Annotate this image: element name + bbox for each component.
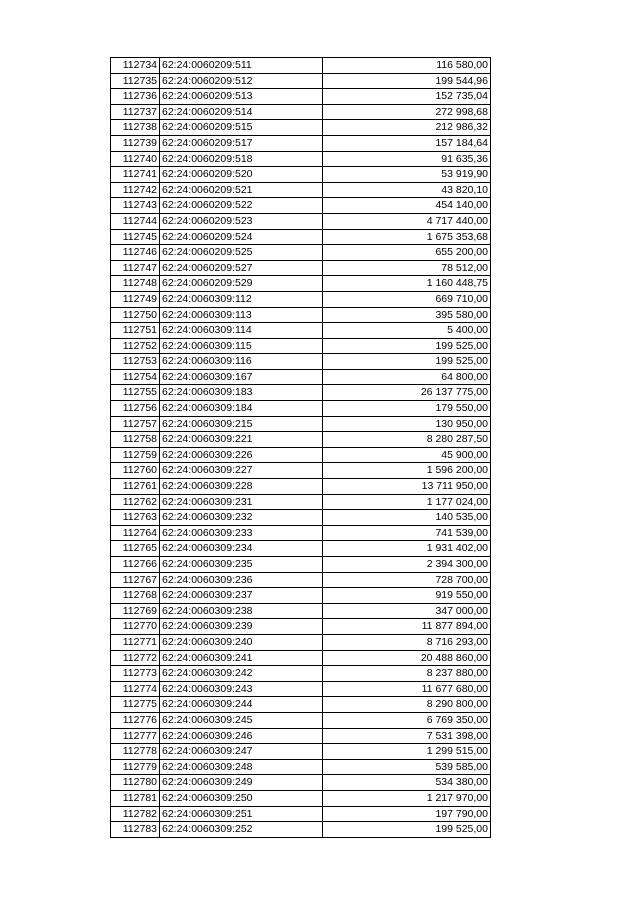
cadastral-number-cell: 62:24:0060309:114	[160, 323, 323, 339]
row-number-cell: 112745	[111, 229, 160, 245]
cadastral-value-cell: 64 800,00	[323, 369, 491, 385]
cadastral-number-cell: 62:24:0060309:244	[160, 697, 323, 713]
cadastral-number-cell: 62:24:0060209:512	[160, 73, 323, 89]
table-row	[111, 276, 491, 292]
cadastral-value-cell: 1 931 402,00	[323, 541, 491, 557]
cadastral-number-cell: 62:24:0060309:241	[160, 650, 323, 666]
row-number-cell: 112760	[111, 463, 160, 479]
table-row	[111, 182, 491, 198]
table-row	[111, 588, 491, 604]
cadastral-number-cell: 62:24:0060309:115	[160, 338, 323, 354]
cadastral-number-cell: 62:24:0060309:221	[160, 432, 323, 448]
cadastral-value-cell: 53 919,90	[323, 167, 491, 183]
cadastral-value-cell: 13 711 950,00	[323, 479, 491, 495]
row-number-cell: 112773	[111, 666, 160, 682]
row-number-cell: 112736	[111, 89, 160, 105]
row-number-cell: 112744	[111, 213, 160, 229]
cadastral-number-cell: 62:24:0060309:112	[160, 291, 323, 307]
table-row	[111, 401, 491, 417]
row-number-cell: 112769	[111, 603, 160, 619]
cadastral-number-cell: 62:24:0060309:250	[160, 790, 323, 806]
table-row	[111, 634, 491, 650]
table-row	[111, 681, 491, 697]
row-number-cell: 112763	[111, 510, 160, 526]
row-number-cell: 112766	[111, 557, 160, 573]
cadastral-value-cell: 20 488 860,00	[323, 650, 491, 666]
cadastral-value-cell: 116 580,00	[323, 58, 491, 74]
cadastral-number-cell: 62:24:0060209:521	[160, 182, 323, 198]
cadastral-value-cell: 199 525,00	[323, 338, 491, 354]
row-number-cell: 112756	[111, 401, 160, 417]
row-number-cell: 112748	[111, 276, 160, 292]
cadastral-value-cell: 8 290 800,00	[323, 697, 491, 713]
row-number-cell: 112774	[111, 681, 160, 697]
cadastral-number-cell: 62:24:0060209:522	[160, 198, 323, 214]
cadastral-number-cell: 62:24:0060309:226	[160, 447, 323, 463]
table-row	[111, 385, 491, 401]
cadastral-value-cell: 1 217 970,00	[323, 790, 491, 806]
table-row	[111, 541, 491, 557]
row-number-cell: 112741	[111, 167, 160, 183]
table-row	[111, 728, 491, 744]
row-number-cell: 112783	[111, 822, 160, 838]
cadastral-number-cell: 62:24:0060309:240	[160, 634, 323, 650]
cadastral-value-cell: 78 512,00	[323, 260, 491, 276]
cadastral-number-cell: 62:24:0060309:249	[160, 775, 323, 791]
cadastral-value-cell: 157 184,64	[323, 135, 491, 151]
table-row	[111, 104, 491, 120]
table-row	[111, 89, 491, 105]
cadastral-value-cell: 2 394 300,00	[323, 557, 491, 573]
cadastral-value-cell: 1 160 448,75	[323, 276, 491, 292]
table-row	[111, 759, 491, 775]
cadastral-number-cell: 62:24:0060209:525	[160, 245, 323, 261]
table-row	[111, 479, 491, 495]
table-row	[111, 650, 491, 666]
table-row	[111, 260, 491, 276]
table-row	[111, 229, 491, 245]
row-number-cell: 112781	[111, 790, 160, 806]
row-number-cell: 112738	[111, 120, 160, 136]
row-number-cell: 112752	[111, 338, 160, 354]
row-number-cell: 112757	[111, 416, 160, 432]
table-row	[111, 697, 491, 713]
row-number-cell: 112734	[111, 58, 160, 74]
table-body	[111, 58, 491, 838]
cadastral-number-cell: 62:24:0060309:233	[160, 525, 323, 541]
cadastral-value-cell: 454 140,00	[323, 198, 491, 214]
row-number-cell: 112780	[111, 775, 160, 791]
cadastral-number-cell: 62:24:0060209:523	[160, 213, 323, 229]
cadastral-value-cell: 152 735,04	[323, 89, 491, 105]
table-row	[111, 603, 491, 619]
row-number-cell: 112770	[111, 619, 160, 635]
cadastral-number-cell: 62:24:0060309:116	[160, 354, 323, 370]
table-row	[111, 58, 491, 74]
cadastral-number-cell: 62:24:0060309:184	[160, 401, 323, 417]
row-number-cell: 112778	[111, 744, 160, 760]
cadastral-value-cell: 919 550,00	[323, 588, 491, 604]
row-number-cell: 112743	[111, 198, 160, 214]
cadastral-value-cell: 8 237 880,00	[323, 666, 491, 682]
cadastral-number-cell: 62:24:0060209:529	[160, 276, 323, 292]
row-number-cell: 112754	[111, 369, 160, 385]
table-row	[111, 666, 491, 682]
cadastral-number-cell: 62:24:0060309:251	[160, 806, 323, 822]
cadastral-value-cell: 1 177 024,00	[323, 494, 491, 510]
cadastral-value-cell: 199 525,00	[323, 822, 491, 838]
row-number-cell: 112775	[111, 697, 160, 713]
cadastral-value-cell: 45 900,00	[323, 447, 491, 463]
row-number-cell: 112771	[111, 634, 160, 650]
table-row	[111, 510, 491, 526]
cadastral-number-cell: 62:24:0060209:527	[160, 260, 323, 276]
cadastral-value-cell: 4 717 440,00	[323, 213, 491, 229]
cadastral-number-cell: 62:24:0060209:520	[160, 167, 323, 183]
cadastral-number-cell: 62:24:0060209:517	[160, 135, 323, 151]
row-number-cell: 112764	[111, 525, 160, 541]
table-row	[111, 712, 491, 728]
row-number-cell: 112735	[111, 73, 160, 89]
table-row	[111, 572, 491, 588]
table-row	[111, 338, 491, 354]
cadastral-value-cell: 43 820,10	[323, 182, 491, 198]
row-number-cell: 112755	[111, 385, 160, 401]
cadastral-value-cell: 6 769 350,00	[323, 712, 491, 728]
row-number-cell: 112761	[111, 479, 160, 495]
cadastral-value-cell: 395 580,00	[323, 307, 491, 323]
table-row	[111, 307, 491, 323]
cadastral-number-cell: 62:24:0060309:239	[160, 619, 323, 635]
table-row	[111, 463, 491, 479]
cadastral-number-cell: 62:24:0060309:227	[160, 463, 323, 479]
cadastral-number-cell: 62:24:0060309:252	[160, 822, 323, 838]
cadastral-value-cell: 7 531 398,00	[323, 728, 491, 744]
cadastral-number-cell: 62:24:0060309:237	[160, 588, 323, 604]
cadastral-value-cell: 5 400,00	[323, 323, 491, 339]
table-row	[111, 323, 491, 339]
cadastral-number-cell: 62:24:0060209:515	[160, 120, 323, 136]
table-row	[111, 213, 491, 229]
table-row	[111, 167, 491, 183]
table-row	[111, 416, 491, 432]
table-row	[111, 354, 491, 370]
row-number-cell: 112742	[111, 182, 160, 198]
table-row	[111, 806, 491, 822]
cadastral-number-cell: 62:24:0060309:232	[160, 510, 323, 526]
cadastral-value-cell: 669 710,00	[323, 291, 491, 307]
row-number-cell: 112767	[111, 572, 160, 588]
row-number-cell: 112740	[111, 151, 160, 167]
row-number-cell: 112737	[111, 104, 160, 120]
row-number-cell: 112772	[111, 650, 160, 666]
cadastral-value-table	[110, 57, 491, 838]
table-row	[111, 494, 491, 510]
cadastral-number-cell: 62:24:0060309:243	[160, 681, 323, 697]
cadastral-value-cell: 539 585,00	[323, 759, 491, 775]
row-number-cell: 112747	[111, 260, 160, 276]
table-row	[111, 525, 491, 541]
table-row	[111, 432, 491, 448]
cadastral-value-cell: 179 550,00	[323, 401, 491, 417]
cadastral-number-cell: 62:24:0060309:246	[160, 728, 323, 744]
row-number-cell: 112746	[111, 245, 160, 261]
row-number-cell: 112776	[111, 712, 160, 728]
row-number-cell: 112751	[111, 323, 160, 339]
cadastral-value-cell: 197 790,00	[323, 806, 491, 822]
row-number-cell: 112739	[111, 135, 160, 151]
cadastral-number-cell: 62:24:0060309:242	[160, 666, 323, 682]
table-row	[111, 557, 491, 573]
cadastral-value-cell: 1 299 515,00	[323, 744, 491, 760]
cadastral-value-cell: 140 535,00	[323, 510, 491, 526]
table-row	[111, 245, 491, 261]
cadastral-number-cell: 62:24:0060309:228	[160, 479, 323, 495]
cadastral-number-cell: 62:24:0060309:183	[160, 385, 323, 401]
cadastral-value-cell: 11 677 680,00	[323, 681, 491, 697]
cadastral-value-cell: 91 635,36	[323, 151, 491, 167]
table-row	[111, 790, 491, 806]
cadastral-value-cell: 199 525,00	[323, 354, 491, 370]
table-row	[111, 744, 491, 760]
cadastral-value-cell: 1 675 353,68	[323, 229, 491, 245]
cadastral-number-cell: 62:24:0060309:113	[160, 307, 323, 323]
row-number-cell: 112750	[111, 307, 160, 323]
table-row	[111, 198, 491, 214]
cadastral-number-cell: 62:24:0060309:247	[160, 744, 323, 760]
cadastral-number-cell: 62:24:0060309:167	[160, 369, 323, 385]
cadastral-value-cell: 8 280 287,50	[323, 432, 491, 448]
cadastral-number-cell: 62:24:0060209:513	[160, 89, 323, 105]
table-row	[111, 447, 491, 463]
document-page	[110, 57, 491, 838]
cadastral-value-cell: 272 998,68	[323, 104, 491, 120]
table-row	[111, 619, 491, 635]
row-number-cell: 112759	[111, 447, 160, 463]
cadastral-value-cell: 1 596 200,00	[323, 463, 491, 479]
table-row	[111, 151, 491, 167]
table-row	[111, 822, 491, 838]
row-number-cell: 112768	[111, 588, 160, 604]
table-row	[111, 291, 491, 307]
table-row	[111, 135, 491, 151]
cadastral-number-cell: 62:24:0060209:518	[160, 151, 323, 167]
cadastral-number-cell: 62:24:0060309:231	[160, 494, 323, 510]
row-number-cell: 112758	[111, 432, 160, 448]
cadastral-value-cell: 655 200,00	[323, 245, 491, 261]
cadastral-value-cell: 212 986,32	[323, 120, 491, 136]
cadastral-number-cell: 62:24:0060309:235	[160, 557, 323, 573]
cadastral-value-cell: 534 380,00	[323, 775, 491, 791]
row-number-cell: 112749	[111, 291, 160, 307]
cadastral-number-cell: 62:24:0060309:234	[160, 541, 323, 557]
table-row	[111, 369, 491, 385]
cadastral-value-cell: 130 950,00	[323, 416, 491, 432]
cadastral-number-cell: 62:24:0060309:248	[160, 759, 323, 775]
cadastral-number-cell: 62:24:0060309:215	[160, 416, 323, 432]
cadastral-number-cell: 62:24:0060309:238	[160, 603, 323, 619]
cadastral-number-cell: 62:24:0060209:524	[160, 229, 323, 245]
cadastral-value-cell: 728 700,00	[323, 572, 491, 588]
cadastral-number-cell: 62:24:0060309:236	[160, 572, 323, 588]
row-number-cell: 112779	[111, 759, 160, 775]
cadastral-number-cell: 62:24:0060209:514	[160, 104, 323, 120]
cadastral-value-cell: 11 877 894,00	[323, 619, 491, 635]
row-number-cell: 112777	[111, 728, 160, 744]
table-row	[111, 775, 491, 791]
row-number-cell: 112782	[111, 806, 160, 822]
cadastral-value-cell: 741 539,00	[323, 525, 491, 541]
cadastral-value-cell: 8 716 293,00	[323, 634, 491, 650]
row-number-cell: 112753	[111, 354, 160, 370]
cadastral-number-cell: 62:24:0060209:511	[160, 58, 323, 74]
row-number-cell: 112765	[111, 541, 160, 557]
table-row	[111, 73, 491, 89]
cadastral-number-cell: 62:24:0060309:245	[160, 712, 323, 728]
row-number-cell: 112762	[111, 494, 160, 510]
cadastral-value-cell: 347 000,00	[323, 603, 491, 619]
cadastral-value-cell: 26 137 775,00	[323, 385, 491, 401]
cadastral-value-cell: 199 544,96	[323, 73, 491, 89]
table-row	[111, 120, 491, 136]
